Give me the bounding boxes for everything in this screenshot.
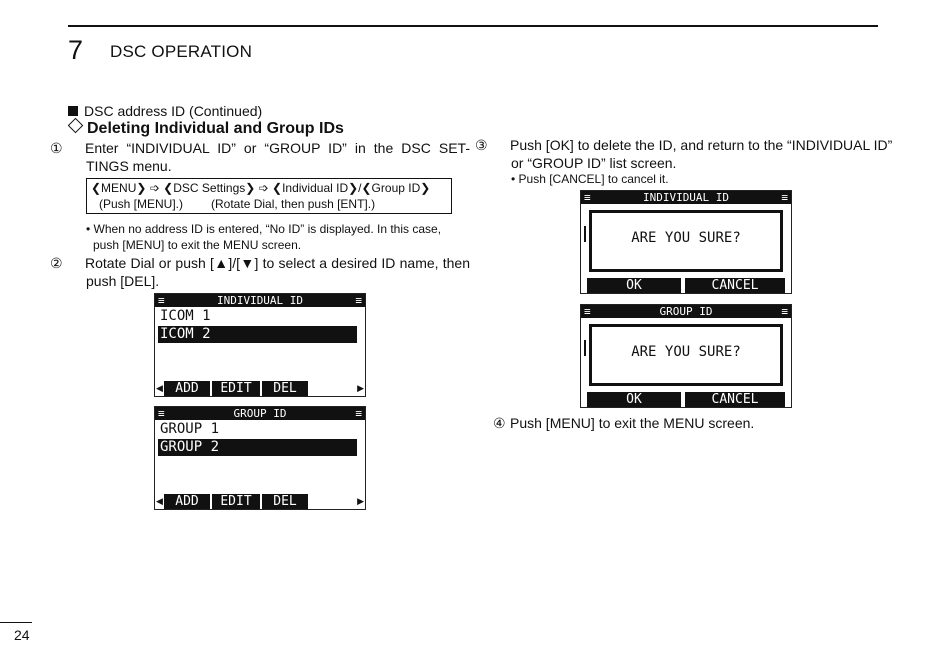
list-item-selected[interactable]: GROUP 2 [158,439,357,456]
softkey-cancel[interactable]: CANCEL [685,278,785,293]
confirm-dialog [589,324,783,386]
lcd-title: ≡ INDIVIDUAL ID ≡ [581,191,791,204]
softkey-cancel[interactable]: CANCEL [685,392,785,407]
lcd-group-confirm [580,304,792,408]
step-3: ③ Push [OK] to delete the ID, and return to the “INDIVIDUAL ID” or “GROUP ID” list screen. [475,137,893,171]
menu-icon: ≡ [781,305,788,318]
top-rule [68,25,878,27]
lcd-title: ≡ GROUP ID ≡ [581,305,791,318]
footer-rule [0,622,32,623]
scroll-indicator [584,226,586,242]
note-no-id: • When no address ID is entered, “No ID” is displayed. In this case, push [MENU] to exit the MENU screen. [86,222,442,252]
right-arrow-icon: ▶ [357,383,364,393]
menu-icon: ≡ [158,407,165,420]
list-item[interactable]: GROUP 1 [160,421,220,437]
note-cancel: • Push [CANCEL] to cancel it. [511,172,669,186]
menu-icon: ≡ [584,305,591,318]
page-number: 24 [14,627,30,643]
left-arrow-icon: ◀ [156,383,163,393]
softkey-ok[interactable]: OK [587,278,681,293]
menu-icon: ≡ [584,191,591,204]
softkey-bar [581,278,791,293]
softkey-edit[interactable]: EDIT [212,381,260,396]
confirm-message: ARE YOU SURE? [631,344,741,360]
step-2: ② Rotate Dial or push [▲]/[▼] to select a desired ID name, then push [DEL]. [50,255,470,289]
softkey-add[interactable]: ADD [164,494,210,509]
right-arrow-icon: ▶ [357,496,364,506]
softkey-bar [155,494,365,509]
softkey-bar [155,381,365,396]
menu-path-box [86,178,452,214]
menu-icon: ≡ [355,294,362,307]
softkey-del[interactable]: DEL [262,381,308,396]
softkey-bar [581,392,791,407]
lcd-title: ≡ INDIVIDUAL ID ≡ [155,294,365,307]
lcd-title: ≡ GROUP ID ≡ [155,407,365,420]
confirm-message: ARE YOU SURE? [631,230,741,246]
menu-icon: ≡ [355,407,362,420]
menu-icon: ≡ [158,294,165,307]
menu-path-instructions: (Push [MENU].) (Rotate Dial, then push [ENT].) [99,197,376,211]
menu-path: ❮MENU❯ ➩ ❮DSC Settings❯ ➩ ❮Individual ID❯/❮Group ID❯ [91,181,431,195]
softkey-del[interactable]: DEL [262,494,308,509]
subheading: Deleting Individual and Group IDs [68,119,344,139]
step-1: ① Enter “INDIVIDUAL ID” or “GROUP ID” in the DSC SET-TINGS menu. [50,140,470,174]
softkey-add[interactable]: ADD [164,381,210,396]
list-item[interactable]: ICOM 1 [160,308,211,324]
softkey-ok[interactable]: OK [587,392,681,407]
chapter-number: 7 [68,35,84,65]
menu-icon: ≡ [781,191,788,204]
section-label: DSC address ID (Continued) [68,102,262,120]
diamond-icon [68,118,84,134]
lcd-group-list [154,406,366,510]
square-bullet-icon [68,106,78,116]
lcd-individual-list [154,293,366,397]
scroll-indicator [584,340,586,356]
softkey-edit[interactable]: EDIT [212,494,260,509]
confirm-dialog [589,210,783,272]
list-item-selected[interactable]: ICOM 2 [158,326,357,343]
step-4: ④ Push [MENU] to exit the MENU screen. [493,415,755,431]
chapter-title: DSC OPERATION [110,42,253,61]
lcd-individual-confirm [580,190,792,294]
left-arrow-icon: ◀ [156,496,163,506]
